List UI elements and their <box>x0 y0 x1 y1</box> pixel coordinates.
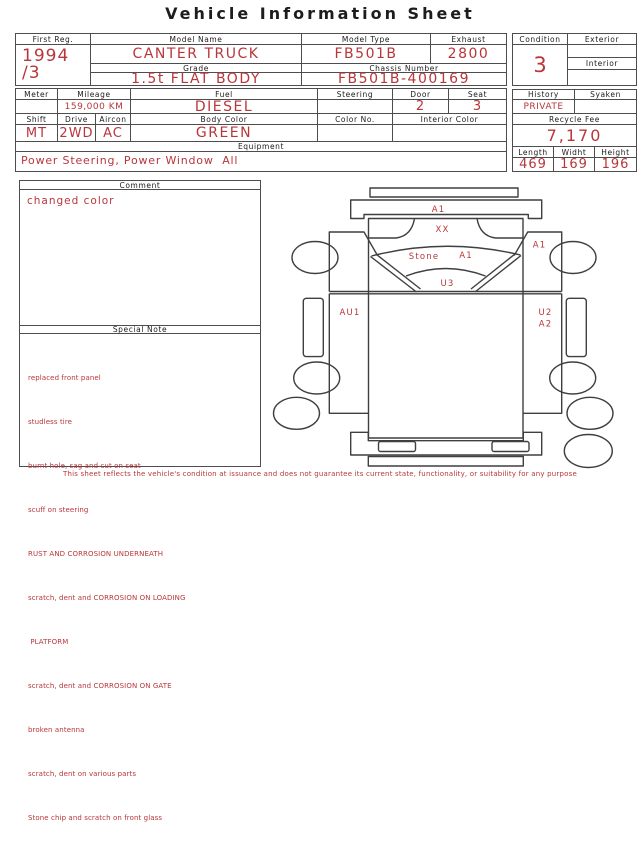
model-type-label: Model Type <box>301 33 431 45</box>
comment-label: Comment <box>19 180 261 190</box>
fuel-value: DIESEL <box>130 99 318 114</box>
syaken-value <box>574 99 637 114</box>
first-reg-value <box>15 44 91 86</box>
diagram-label-front-bumper: A1 <box>431 205 446 215</box>
rear-bottom-bar <box>368 457 523 467</box>
special-note-line: scratch, dent and CORROSION ON GATE <box>28 682 172 691</box>
special-note-line: replaced front panel <box>28 374 101 382</box>
rear-wheel-left-2 <box>274 397 320 429</box>
shift-value: MT <box>15 124 58 142</box>
condition-value: 3 <box>512 44 568 86</box>
meter-value <box>15 99 58 114</box>
cab-corner-right <box>477 219 523 239</box>
height-value: 196 <box>594 157 637 172</box>
door-label: Door <box>392 88 449 100</box>
chassis-number-label: Chassis Number <box>301 63 507 73</box>
mileage-value: 159,000 KM <box>57 99 131 114</box>
length-value: 469 <box>512 157 554 172</box>
color-no-value <box>317 124 393 142</box>
model-name-value: CANTER TRUCK <box>90 44 302 64</box>
diagram-label-windshield-a1: A1 <box>459 251 473 261</box>
windshield-top-arc <box>372 246 521 256</box>
steering-value <box>317 99 393 114</box>
shift-label: Shift <box>15 113 58 125</box>
model-name-label: Model Name <box>90 33 302 45</box>
diagram-label-right-bed-side-1: U2 <box>538 308 553 318</box>
side-gate-right <box>566 298 586 356</box>
disclaimer-text: This sheet reflects the vehicle's condition at issuance and does not guarantee its current state, functionality, or suitability for any purpose <box>63 470 577 478</box>
first-reg-label: First Reg. <box>15 33 91 45</box>
spare-wheel <box>564 435 612 468</box>
exterior-value <box>567 44 637 58</box>
interior-color-value <box>392 124 507 142</box>
width-value: 169 <box>553 157 595 172</box>
interior-label: Interior <box>567 57 637 70</box>
comment-text: changed color <box>19 189 261 326</box>
special-note-line: studless tire <box>28 418 73 427</box>
mileage-label: Mileage <box>57 88 131 100</box>
door-value: 2 <box>392 99 449 114</box>
a-pillar-right-inner <box>471 254 515 289</box>
special-note-line: broken antenna <box>28 726 85 735</box>
condition-label: Condition <box>512 33 568 45</box>
special-note-list <box>19 333 261 823</box>
diagram-label-windshield-stone: Stone <box>408 252 440 262</box>
special-note-line: PLATFORM <box>28 638 69 647</box>
special-note-line: scratch, dent on various parts <box>28 770 137 779</box>
length-label: Length <box>512 146 554 158</box>
rear-wheel-right-2 <box>567 397 613 429</box>
exhaust-value: 2800 <box>430 44 507 64</box>
rear-lamp-left <box>379 442 416 452</box>
meter-label: Meter <box>15 88 58 100</box>
interior-color-label: Interior Color <box>392 113 507 125</box>
special-note-line: burnt hole, sag and cut on seat <box>28 462 141 471</box>
grade-value: 1.5t FLAT BODY <box>90 72 302 86</box>
front-bumper <box>351 200 542 219</box>
interior-value <box>567 69 637 86</box>
diagram-label-right-front-fender: A1 <box>532 240 547 251</box>
color-no-label: Color No. <box>317 113 393 125</box>
vehicle-top-view-diagram <box>270 185 640 475</box>
aircon-label: Aircon <box>95 113 131 125</box>
seat-value: 3 <box>448 99 507 114</box>
first-reg-year: 1994 <box>22 46 70 66</box>
recycle-fee-label: Recycle Fee <box>512 113 637 125</box>
front-wheel-right <box>550 242 596 274</box>
model-type-value: FB501B <box>301 44 431 64</box>
width-label: Widht <box>553 146 595 158</box>
diagram-label-cab-front: XX <box>435 225 450 235</box>
equipment-value: Power Steering, Power Window All <box>15 151 507 172</box>
body-color-value: GREEN <box>130 124 318 142</box>
cab-corner-left <box>369 219 415 239</box>
diagram-label-cowl: U3 <box>440 279 455 289</box>
front-roof-bar <box>370 188 518 197</box>
aircon-value: AC <box>95 124 131 142</box>
history-label: History <box>512 89 575 100</box>
special-note-label: Special Note <box>19 325 261 334</box>
special-note-line: Stone chip and scratch on front glass <box>28 814 163 823</box>
drive-label: Drive <box>57 113 96 125</box>
recycle-fee-value: 7,170 <box>512 124 637 147</box>
exhaust-label: Exhaust <box>430 33 507 45</box>
rear-lamp-right <box>492 442 529 452</box>
height-label: Height <box>594 146 637 158</box>
rear-wheel-left-1 <box>294 362 340 394</box>
syaken-label: Syaken <box>574 89 637 100</box>
body-color-label: Body Color <box>130 113 318 125</box>
rear-wheel-right-1 <box>550 362 596 394</box>
page-title: Vehicle Information Sheet <box>165 4 475 23</box>
first-reg-month: /3 <box>22 63 41 83</box>
diagram-label-left-bed-side: AU1 <box>339 308 361 318</box>
diagram-label-right-bed-side-2: A2 <box>538 319 553 330</box>
seat-label: Seat <box>448 88 507 100</box>
side-gate-left <box>303 298 323 356</box>
windshield-bottom-arc <box>406 269 486 277</box>
chassis-number-value: FB501B-400169 <box>301 72 507 86</box>
equipment-label: Equipment <box>15 141 507 152</box>
special-note-line: RUST AND CORROSION UNDERNEATH <box>28 550 164 559</box>
history-value: PRIVATE <box>512 99 575 114</box>
drive-value: 2WD <box>57 124 96 142</box>
special-note-line: scratch, dent and CORROSION ON LOADING <box>28 594 186 603</box>
steering-label: Steering <box>317 88 393 100</box>
grade-label: Grade <box>90 63 302 73</box>
front-wheel-left <box>292 242 338 274</box>
special-note-line: scuff on steering <box>28 506 89 515</box>
fuel-label: Fuel <box>130 88 318 100</box>
exterior-label: Exterior <box>567 33 637 45</box>
a-pillar-right <box>475 256 521 293</box>
